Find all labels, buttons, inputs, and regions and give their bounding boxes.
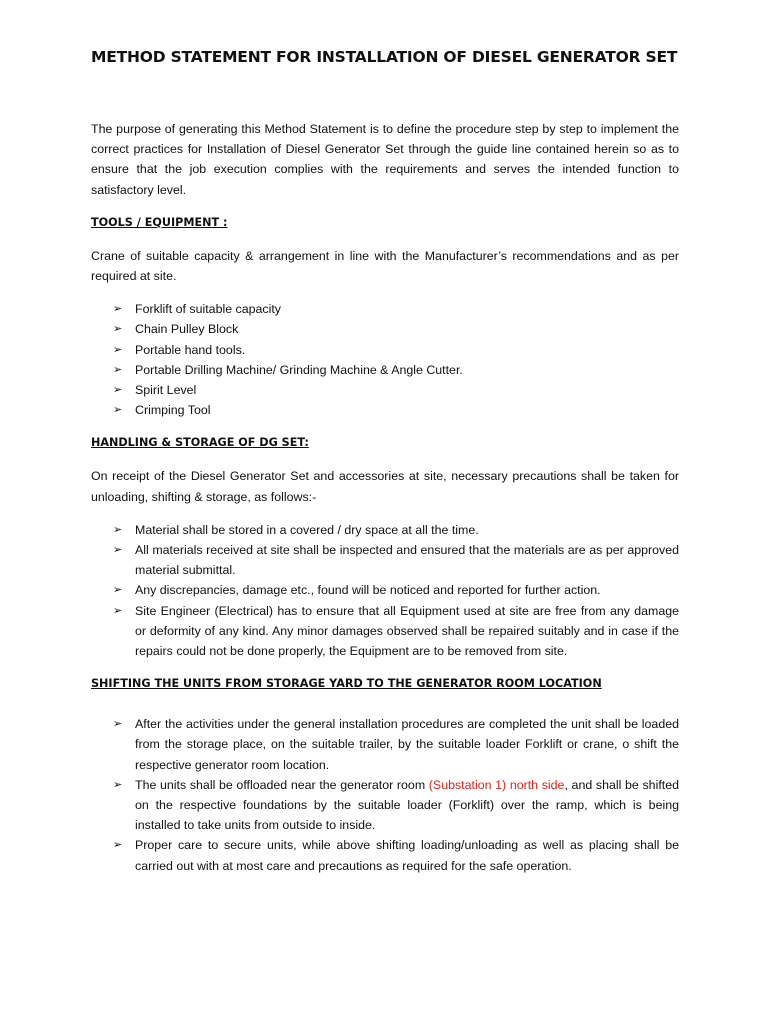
list-item-text: Site Engineer (Electrical) has to ensure that all Equipment used at site are free from any damage or deformity of any kind. Any minor damages observed shall be repaired suitably and in case if the repairs could not be done properly, the Equipment are to be removed from site. xyxy=(135,603,679,659)
list-item xyxy=(91,601,679,662)
arrowhead-bullet-icon: ➢ xyxy=(113,323,123,336)
list-item-text: Material shall be stored in a covered / dry space at all the time. xyxy=(135,522,479,537)
list-item xyxy=(91,775,679,836)
list-item-text: Crimping Tool xyxy=(135,403,211,418)
arrowhead-bullet-icon: ➢ xyxy=(113,404,123,417)
arrowhead-bullet-icon: ➢ xyxy=(113,544,123,557)
arrowhead-bullet-icon: ➢ xyxy=(113,718,123,731)
list-item-text: Spirit Level xyxy=(135,383,197,398)
handling-list xyxy=(91,520,679,661)
list-item xyxy=(91,360,679,380)
arrowhead-bullet-icon: ➢ xyxy=(113,604,123,617)
arrowhead-bullet-icon: ➢ xyxy=(113,778,123,791)
list-item xyxy=(91,319,679,339)
handling-heading: HANDLING & STORAGE OF DG SET: xyxy=(91,436,309,450)
list-item xyxy=(91,540,679,580)
list-item-text: Portable Drilling Machine/ Grinding Machine & Angle Cutter. xyxy=(135,362,463,377)
list-item-text-before: The units shall be offloaded near the generator room xyxy=(135,777,429,792)
list-item-text: Chain Pulley Block xyxy=(135,322,239,337)
arrowhead-bullet-icon: ➢ xyxy=(113,584,123,597)
document-page xyxy=(91,48,679,889)
arrowhead-bullet-icon: ➢ xyxy=(113,343,123,356)
list-item xyxy=(91,520,679,540)
list-item-text: Forklift of suitable capacity xyxy=(135,302,281,317)
list-item-text: Portable hand tools. xyxy=(135,342,246,357)
intro-paragraph: The purpose of generating this Method Statement is to define the procedure step by step to implement the correct practices for Installation of Diesel Generator Set through the guide line contained herein so as to ensure that the job execution complies with the requirements and serves the intended function to satisfactory level. xyxy=(91,122,679,197)
list-item-text: After the activities under the general installation procedures are completed the unit shall be loaded from the storage place, on the suitable trailer, by the suitable loader Forklift or crane, o shift the respective generator room location. xyxy=(135,717,679,772)
tools-list xyxy=(91,299,679,420)
list-item xyxy=(91,400,679,420)
handling-paragraph: On receipt of the Diesel Generator Set and accessories at site, necessary precautions shall be taken for unloading, shifting & storage, as follows:- xyxy=(91,469,679,504)
list-item xyxy=(91,580,679,600)
tools-paragraph: Crane of suitable capacity & arrangement in line with the Manufacturer’s recommendations and as per required at site. xyxy=(91,248,679,284)
list-item-text: Any discrepancies, damage etc., found will be noticed and reported for further action. xyxy=(135,583,601,598)
tools-heading: TOOLS / EQUIPMENT : xyxy=(91,215,228,229)
arrowhead-bullet-icon: ➢ xyxy=(113,839,123,852)
arrowhead-bullet-icon: ➢ xyxy=(113,363,123,376)
list-item xyxy=(91,835,679,875)
arrowhead-bullet-icon: ➢ xyxy=(113,384,123,397)
shifting-heading: SHIFTING THE UNITS FROM STORAGE YARD TO THE GENERATOR ROOM LOCATION xyxy=(91,677,602,691)
list-item-text-after: , and shall be shifted on the respective foundations by the suitable loader (Forklift) over the ramp, which is being installed to take units from outside to inside. xyxy=(135,777,679,833)
arrowhead-bullet-icon: ➢ xyxy=(113,523,123,536)
shifting-list xyxy=(91,714,679,876)
list-item-text: Proper care to secure units, while above shifting loading/unloading as well as placing shall be carried out with at most care and precautions as required for the safe operation. xyxy=(135,838,679,873)
document-title: METHOD STATEMENT FOR INSTALLATION OF DIESEL GENERATOR SET xyxy=(91,48,678,66)
location-highlight: (Substation 1) north side xyxy=(428,777,565,792)
arrowhead-bullet-icon: ➢ xyxy=(113,303,123,316)
list-item-text: All materials received at site shall be inspected and ensured that the materials are as per approved material submittal. xyxy=(135,543,679,578)
list-item xyxy=(91,380,679,400)
list-item xyxy=(91,299,679,319)
list-item xyxy=(91,340,679,360)
list-item xyxy=(91,714,679,775)
